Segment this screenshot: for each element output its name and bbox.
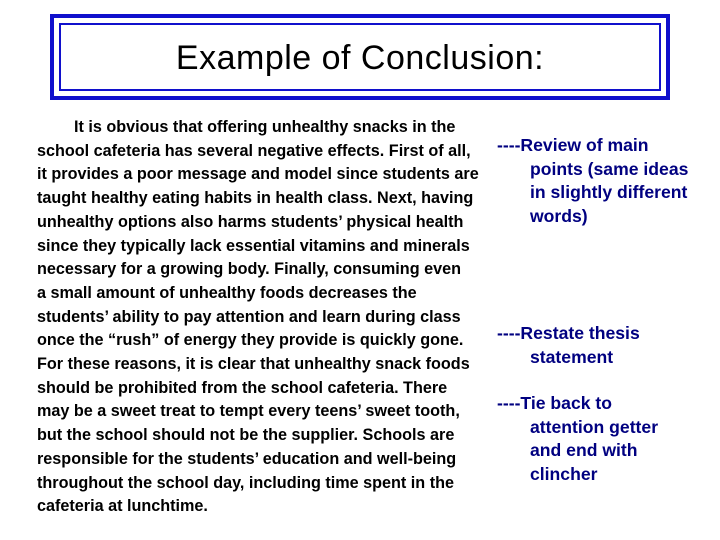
- note-line: ----Review of main: [497, 135, 649, 155]
- note-line: statement: [530, 346, 614, 367]
- note-line: points (same ideas: [530, 158, 689, 179]
- paragraph-line: it provides a poor message and model since students are: [37, 165, 479, 184]
- paragraph-line: but the school should not be the supplier. Schools are: [37, 426, 455, 445]
- paragraph-line: school cafeteria has several negative effects. First of all,: [37, 141, 471, 160]
- note-line: attention getter: [530, 416, 659, 437]
- paragraph-line: It is obvious that offering unhealthy snacks in the: [74, 118, 456, 136]
- note-line: and end with: [530, 440, 638, 461]
- slide-title: Example of Conclusion:: [175, 39, 545, 77]
- note-line: ----Tie back to: [497, 393, 613, 413]
- paragraph-line: students’ ability to pay attention and learn during class: [37, 307, 461, 326]
- note-tie-back: [497, 392, 658, 487]
- note-line: clincher: [530, 464, 598, 485]
- conclusion-paragraph: [37, 116, 507, 519]
- note-line: ----Restate thesis: [497, 323, 640, 343]
- paragraph-line: should be prohibited from the school cafeteria. There: [37, 378, 448, 397]
- paragraph-line: may be a sweet treat to tempt every teens’ sweet tooth,: [37, 402, 460, 421]
- paragraph-line: taught healthy eating habits in health class. Next, having: [37, 189, 474, 208]
- paragraph-line: For these reasons, it is clear that unhealthy snack foods: [37, 355, 470, 374]
- paragraph-line: once the “rush” of energy they provide is quickly gone.: [37, 331, 464, 350]
- title-frame: [50, 14, 670, 100]
- paragraph-line: necessary for a growing body. Finally, consuming even: [37, 260, 461, 279]
- paragraph-line: throughout the school day, including time spent in the: [37, 473, 454, 492]
- paragraph-line: a small amount of unhealthy foods decreases the: [37, 283, 417, 302]
- paragraph-line: cafeteria at lunchtime.: [37, 497, 208, 516]
- note-restate-thesis: [497, 322, 640, 369]
- note-review-main-points: [497, 134, 688, 229]
- note-line: in slightly different: [530, 182, 688, 203]
- paragraph-line: since they typically lack essential vitamins and minerals: [37, 236, 470, 255]
- paragraph-line: responsible for the students’ education and well-being: [37, 449, 457, 468]
- note-line: words): [530, 206, 588, 227]
- paragraph-line: unhealthy options also harms students’ physical health: [37, 212, 464, 231]
